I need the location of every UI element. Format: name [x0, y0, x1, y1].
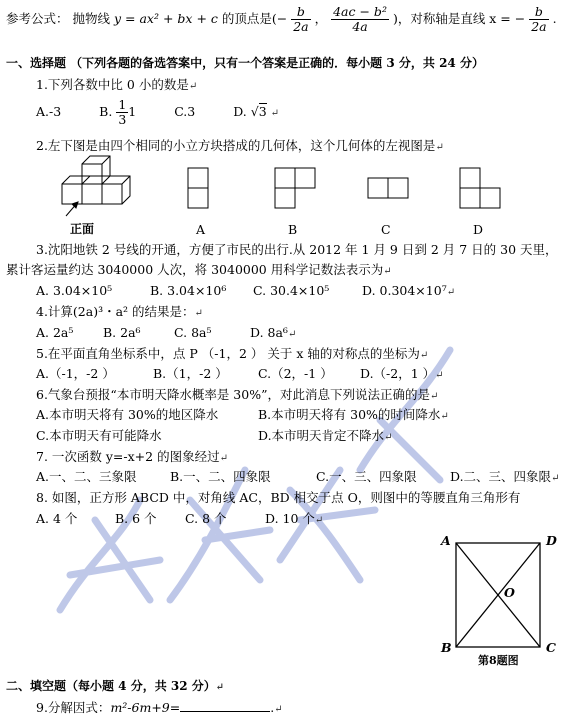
q8-option-c: C. 8 个	[185, 511, 227, 526]
q6-option-b: B.本市明天将有 30%的时间降水↵	[258, 407, 449, 422]
q9-expression: m²-6m+9=	[110, 700, 181, 715]
q2-solid-figure	[62, 156, 130, 216]
q4-stem: 4.计算(2a)³・a² 的结果是：↵	[36, 304, 203, 319]
q9-stem: 9.分解因式：m²-6m+9= .↵	[36, 700, 283, 715]
q3-stem-line-2: 累计客运量约达 3040000 人次，将 3040000 用科学记数法表示为↵	[6, 262, 392, 277]
q1-option-c: C.3	[174, 104, 196, 119]
q3-stem-line-1: 3.沈阳地铁 2 号线的开通，方便了市民的出行.从 2012 年 1 月 9 日到 2 月 7 日的 30 天里，	[36, 242, 558, 257]
q1-option-b-prefix: B.	[99, 104, 113, 119]
q4-option-d: D. 8a⁶↵	[250, 325, 297, 340]
q7-option-b: B.一、二、四象限	[170, 469, 271, 484]
q8-option-b: B. 6 个	[115, 511, 157, 526]
q4-option-a: A. 2a⁵	[36, 325, 74, 340]
formula-vertex-label: 的顶点是(−	[221, 11, 288, 26]
q2-label-b: B	[288, 222, 298, 237]
q9-answer-blank[interactable]	[180, 711, 270, 712]
vertex-d-label: D	[546, 533, 557, 548]
q2-figures	[60, 158, 480, 222]
section-1-title: 一、选择题 （下列各题的备选答案中，只有一个答案是正确的．每小题 3 分，共 24 分）	[6, 56, 484, 70]
q5-option-a: A.（-1，-2 ）	[36, 366, 115, 381]
q5-stem: 5.在平面直角坐标系中，点 P （-1，2 ） 关于 x 轴的对称点的坐标为↵	[36, 346, 429, 361]
formula-comma: ，	[314, 11, 328, 26]
q8-square-figure	[452, 543, 544, 649]
q2-stem: 2.左下图是由四个相同的小立方块搭成的几何体，这个几何体的左视图是↵	[36, 138, 444, 153]
q6-option-a: A.本市明天将有 30%的地区降水	[36, 407, 219, 422]
q6-option-c: C.本市明天有可能降水	[36, 428, 162, 443]
q5-option-b: B.（1，-2 ）	[153, 366, 228, 381]
q3-option-b: B. 3.04×10⁶	[150, 283, 227, 298]
q7-option-a: A.一、二、三象限	[36, 469, 137, 484]
q6-stem: 6.气象台预报“本市明天降水概率是 30%”，对此消息下列说法正确的是↵	[36, 387, 439, 402]
section-2-title: 二、填空题（每小题 4 分，共 32 分）↵	[6, 679, 225, 693]
formula-fraction-1: $\frac{b}{2a}$	[293, 4, 309, 34]
q1-stem: 1.下列各数中比 0 小的数是↵	[36, 77, 198, 92]
q2-option-c-figure	[368, 178, 408, 198]
q1-option-a: A.-3	[36, 104, 62, 119]
q2-label-d: D	[473, 222, 484, 237]
q7-option-c: C.一、三、四象限	[316, 469, 417, 484]
q1-option-d-prefix: D.	[233, 104, 247, 119]
q2-label-front: 正面	[70, 222, 95, 236]
q3-option-c: C. 30.4×10⁵	[253, 283, 330, 298]
formula-fraction-3: $\frac{b}{2a}$	[531, 4, 547, 34]
formula-prefix: 参考公式：	[6, 11, 69, 26]
reference-formula	[6, 4, 557, 34]
q3-option-a: A. 3.04×10⁵	[36, 283, 113, 298]
q1-option-d-sqrt: √3	[250, 104, 267, 119]
formula-fraction-2: $\frac{\text{4ac − b²}}{4a}$	[333, 4, 387, 34]
q1-option-b-fraction: $\frac{1}{3}$	[118, 97, 127, 127]
q4-option-c: C. 8a⁵	[174, 325, 212, 340]
q7-stem: 7. 一次函数 y=-x+2 的图象经过↵	[36, 449, 228, 464]
q1-options: A.-3 B. $\frac{1}{3}$ 1 C.3 D. √3 ↵	[36, 97, 280, 127]
q2-option-a-figure	[188, 168, 208, 208]
q5-option-d: D.（-2，1 ）↵	[360, 366, 444, 381]
formula-axis-label: )，对称轴是直线 x = −	[392, 11, 526, 26]
formula-equation: y = ax² + bx + c	[114, 11, 218, 26]
q4-option-b: B. 2a⁶	[103, 325, 141, 340]
q2-label-a: A	[196, 222, 206, 237]
q3-option-d: D. 0.304×10⁷↵	[362, 283, 456, 298]
q5-option-c: C.（2，-1 ）	[258, 366, 333, 381]
vertex-c-label: C	[546, 640, 556, 655]
vertex-b-label: B	[441, 640, 452, 655]
formula-parabola-label: 抛物线	[72, 11, 111, 26]
q2-option-b-figure	[275, 168, 315, 208]
q6-option-d: D.本市明天肯定不降水↵	[258, 428, 393, 443]
q1-option-b-tail: 1	[128, 104, 137, 119]
q2-label-c: C	[381, 222, 391, 237]
q8-stem: 8. 如图，正方形 ABCD 中，对角线 AC，BD 相交于点 O，则图中的等腰直角三角形有	[36, 490, 521, 505]
vertex-o-label: O	[504, 585, 515, 600]
q8-figure-caption: 第8题图	[478, 654, 519, 667]
vertex-a-label: A	[441, 533, 451, 548]
q7-option-d: D.二、三、四象限↵	[450, 469, 560, 484]
q8-option-d: D. 10 个↵	[265, 511, 324, 526]
formula-end: .	[552, 11, 557, 26]
q8-option-a: A. 4 个	[36, 511, 78, 526]
